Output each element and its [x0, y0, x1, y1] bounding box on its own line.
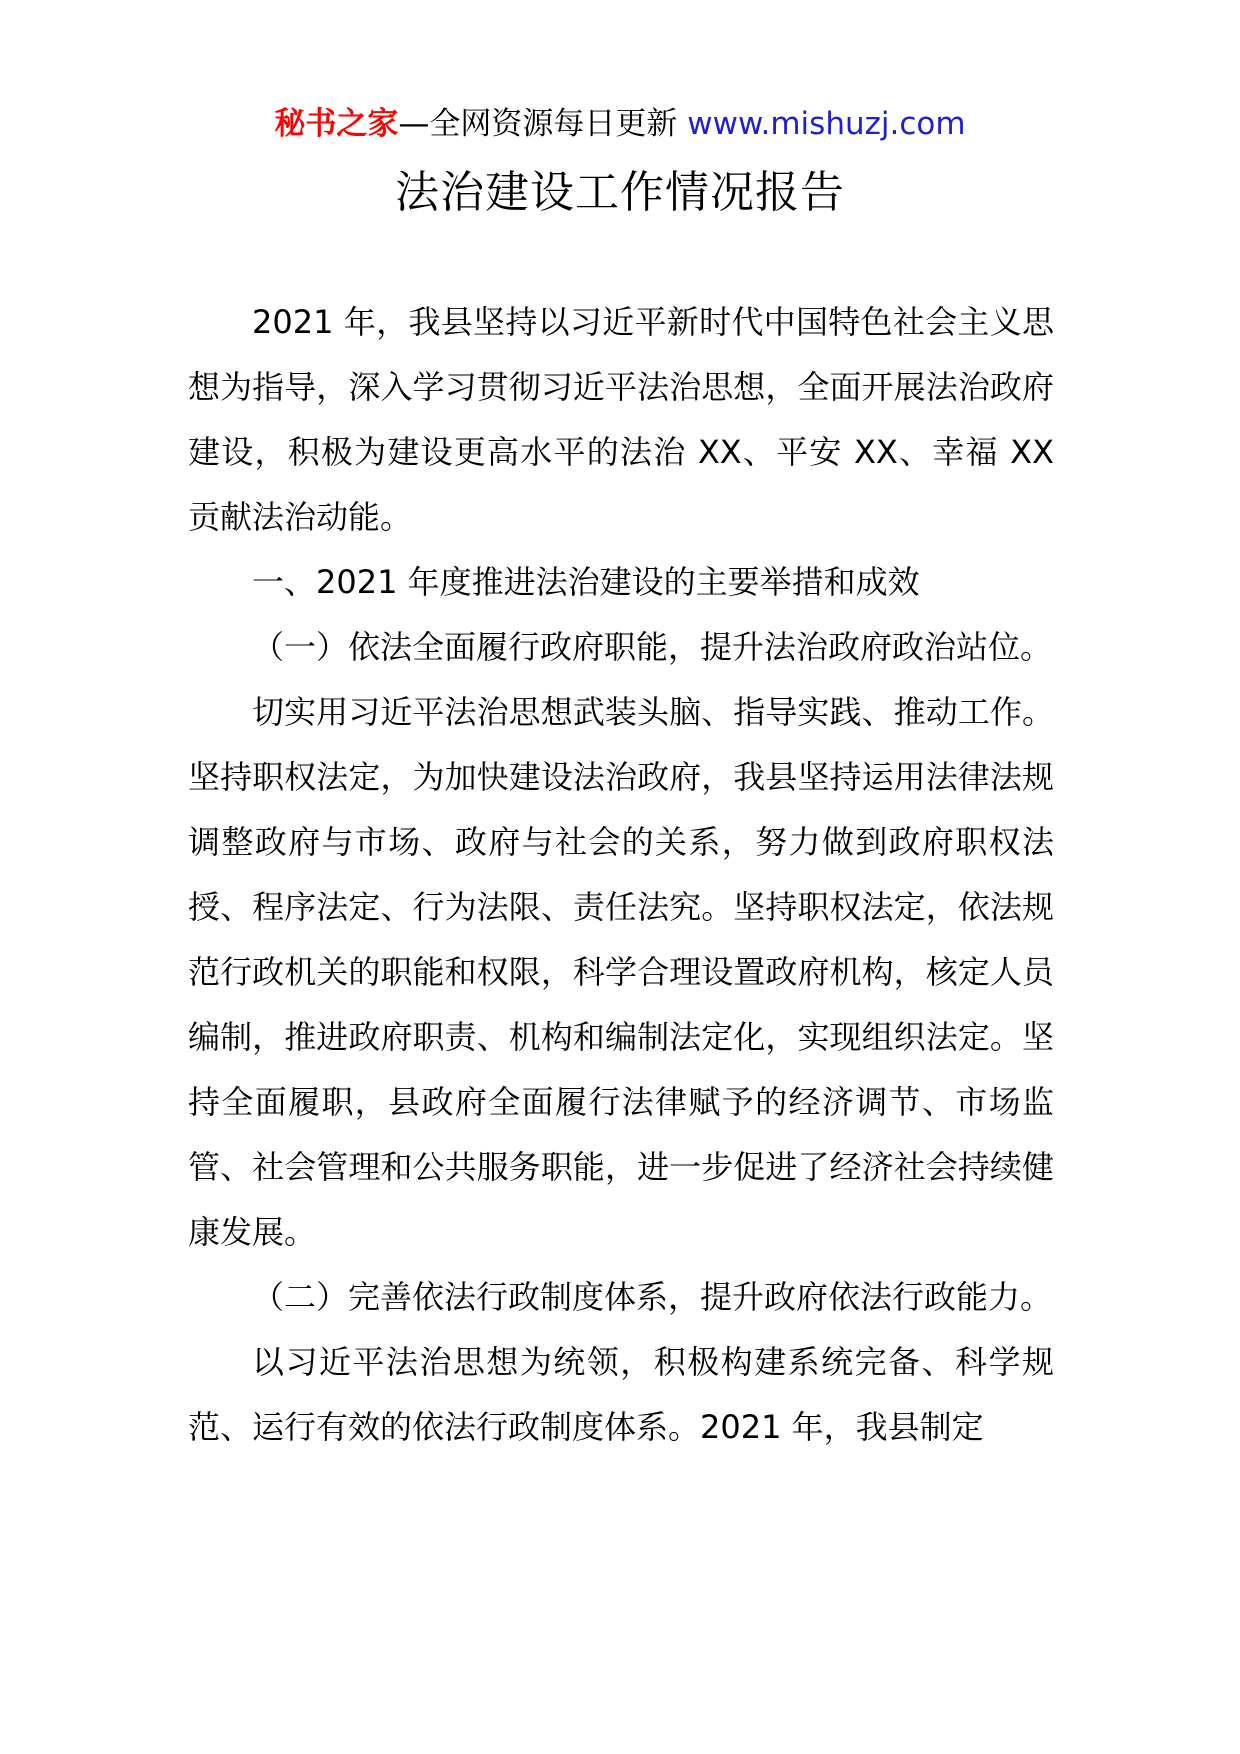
paragraph-intro: 2021 年，我县坚持以习近平新时代中国特色社会主义思想为指导，深入学习贯彻习近平法治思想，全面开展法治政府建设，积极为建设更高水平的法治 XX、平安 XX、幸福 XX 贡献法治动能。 [188, 303, 1054, 536]
document-body [188, 290, 1054, 1460]
site-brand: 秘书之家 [274, 106, 399, 142]
section-heading-1: 一、2021 年度推进法治建设的主要举措和成效 [252, 563, 920, 601]
document-title: 法治建设工作情况报告 [395, 167, 845, 218]
paragraph-system: 以习近平法治思想为统领，积极构建系统完备、科学规范、运行有效的依法行政制度体系。2021 年，我县制定 [188, 1343, 1054, 1446]
paragraph-functions: 切实用习近平法治思想武装头脑、指导实践、推动工作。坚持职权法定，为加快建设法治政府，我县坚持运用法律法规调整政府与市场、政府与社会的关系，努力做到政府职权法授、程序法定、行为法限、责任法究。坚持职权法定，依法规范行政机关的职能和权限，科学合理设置政府机构，核定人员编制，推进政府职责、机构和编制法定化，实现组织法定。坚持全面履职，县政府全面履行法律赋予的经济调节、市场监管、社会管理和公共服务职能，进一步促进了经济社会持续健康发展。 [188, 693, 1054, 1251]
site-header [0, 102, 1240, 146]
site-url-link[interactable]: www.mishuzj.com [687, 106, 966, 142]
subsection-heading-1: （一）依法全面履行政府职能，提升法治政府政治站位。 [252, 628, 1053, 666]
subsection-heading-2: （二）完善依法行政制度体系，提升政府依法行政能力。 [252, 1278, 1053, 1316]
site-tagline: —全网资源每日更新 [398, 106, 688, 142]
